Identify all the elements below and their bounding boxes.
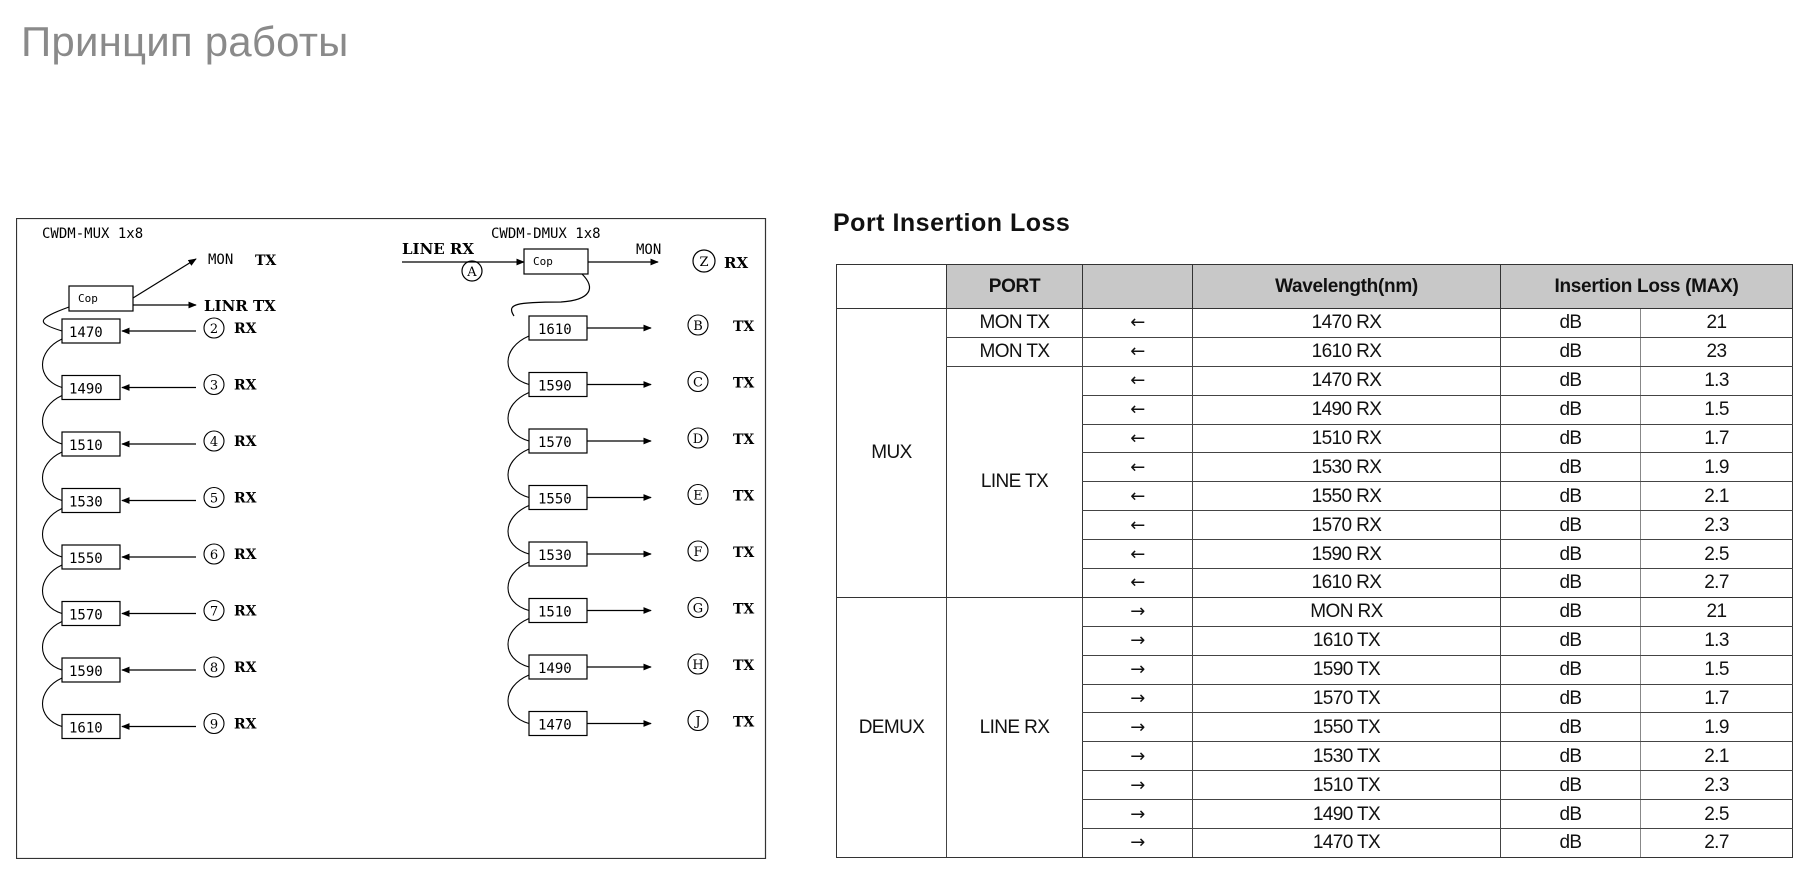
dmux-channel-wavelength: 1550 — [538, 491, 572, 508]
mux-port-number: 5 — [209, 491, 219, 507]
wavelength-cell: 1610 RX — [1193, 569, 1501, 598]
dmux-port-tx-label: TX — [733, 545, 755, 561]
dmux-port-tx-label: TX — [733, 375, 755, 392]
loss-value-cell: 1.7 — [1641, 424, 1793, 453]
unit-cell: dB — [1501, 482, 1641, 511]
unit-cell: dB — [1501, 395, 1641, 424]
dmux-channel-wavelength: 1530 — [538, 548, 572, 564]
direction-arrow-left-icon: ← — [1083, 395, 1193, 424]
loss-value-cell: 2.5 — [1641, 540, 1793, 569]
wavelength-cell: 1530 TX — [1193, 742, 1501, 771]
dmux-channel-wavelength: 1610 — [538, 322, 572, 338]
dmux-port-a-label: A — [467, 265, 477, 280]
dmux-mon-label: MON — [636, 242, 662, 258]
mux-channel-wavelength: 1610 — [69, 720, 103, 737]
dmux-mon-rx-label: RX — [724, 254, 749, 272]
header-wavelength: Wavelength(nm) — [1193, 265, 1501, 309]
wavelength-cell: 1590 TX — [1193, 655, 1501, 684]
loss-value-cell: 2.7 — [1641, 569, 1793, 598]
loss-value-cell: 2.3 — [1641, 511, 1793, 540]
unit-cell: dB — [1501, 742, 1641, 771]
wavelength-cell: 1470 RX — [1193, 309, 1501, 338]
mux-channel-wavelength: 1570 — [69, 607, 103, 624]
direction-arrow-right-icon: → — [1083, 829, 1193, 858]
loss-value-cell: 1.5 — [1641, 395, 1793, 424]
port-cell: MON TX — [947, 337, 1083, 366]
unit-cell: dB — [1501, 655, 1641, 684]
dmux-port-letter: G — [692, 601, 704, 617]
wavelength-cell: 1470 TX — [1193, 829, 1501, 858]
mux-port-rx-label: RX — [234, 716, 257, 733]
port-line-rx-cell: LINE RX — [947, 597, 1083, 857]
loss-value-cell: 1.9 — [1641, 453, 1793, 482]
unit-cell: dB — [1501, 569, 1641, 598]
insertion-loss-table — [836, 264, 1793, 858]
mux-coupler-label: Cop — [78, 292, 98, 305]
dmux-port-tx-label: TX — [733, 601, 755, 618]
wavelength-cell: 1550 TX — [1193, 713, 1501, 742]
loss-value-cell: 2.1 — [1641, 742, 1793, 771]
direction-arrow-left-icon: ← — [1083, 337, 1193, 366]
table-row — [837, 337, 1793, 366]
dmux-title: CWDM-DMUX 1x8 — [491, 226, 601, 242]
loss-value-cell: 1.9 — [1641, 713, 1793, 742]
direction-arrow-left-icon: ← — [1083, 309, 1193, 338]
loss-value-cell: 1.3 — [1641, 366, 1793, 395]
unit-cell: dB — [1501, 771, 1641, 800]
wavelength-cell: MON RX — [1193, 597, 1501, 626]
dmux-port-letter: J — [695, 714, 701, 730]
wavelength-cell: 1490 TX — [1193, 800, 1501, 829]
loss-value-cell: 2.3 — [1641, 771, 1793, 800]
dmux-port-tx-label: TX — [733, 432, 755, 448]
dmux-port-tx-label: TX — [733, 658, 755, 674]
direction-arrow-left-icon: ← — [1083, 540, 1193, 569]
loss-value-cell: 2.7 — [1641, 829, 1793, 858]
mux-mon-tx-label: TX — [255, 253, 277, 269]
loss-value-cell: 23 — [1641, 337, 1793, 366]
loss-value-cell: 1.7 — [1641, 684, 1793, 713]
mux-channel-wavelength: 1590 — [69, 664, 103, 680]
port-cell: MON TX — [947, 309, 1083, 338]
dmux-channel-wavelength: 1590 — [538, 378, 572, 395]
mux-port-rx-label: RX — [234, 321, 257, 337]
table-row — [837, 597, 1793, 626]
unit-cell: dB — [1501, 366, 1641, 395]
unit-cell: dB — [1501, 309, 1641, 338]
direction-arrow-left-icon: ← — [1083, 424, 1193, 453]
header-empty-cell — [837, 265, 947, 309]
mux-port-rx-label: RX — [234, 660, 257, 676]
direction-arrow-right-icon: → — [1083, 713, 1193, 742]
direction-arrow-left-icon: ← — [1083, 511, 1193, 540]
table-row — [837, 366, 1793, 395]
mux-mon-label: MON — [208, 252, 234, 268]
table-heading: Port Insertion Loss — [833, 209, 1071, 237]
unit-cell: dB — [1501, 453, 1641, 482]
wavelength-cell: 1550 RX — [1193, 482, 1501, 511]
dmux-coupler-label: Cop — [533, 255, 553, 268]
loss-value-cell: 21 — [1641, 597, 1793, 626]
unit-cell: dB — [1501, 337, 1641, 366]
header-insertion-loss: Insertion Loss (MAX) — [1501, 265, 1793, 309]
dmux-channel-wavelength: 1570 — [538, 435, 572, 451]
dmux-port-z-label: Z — [699, 255, 709, 270]
direction-arrow-right-icon: → — [1083, 655, 1193, 684]
header-port: PORT — [947, 265, 1083, 309]
mux-channel-wavelength: 1510 — [69, 438, 103, 454]
mux-channel-wavelength: 1530 — [69, 494, 103, 511]
mux-port-number: 6 — [209, 548, 219, 563]
header-direction — [1083, 265, 1193, 309]
page-title: Принцип работы — [21, 18, 349, 65]
dmux-port-letter: B — [693, 319, 703, 334]
loss-value-cell: 2.1 — [1641, 482, 1793, 511]
mux-channel-wavelength: 1490 — [69, 381, 103, 398]
dmux-line-rx-label: LINE RX — [402, 240, 475, 258]
dmux-port-tx-label: TX — [733, 488, 755, 505]
dmux-channel-wavelength: 1510 — [538, 604, 572, 621]
mux-port-number: 9 — [209, 717, 219, 733]
loss-value-cell: 21 — [1641, 309, 1793, 338]
diagram-frame — [17, 219, 766, 859]
mux-port-rx-label: RX — [234, 603, 257, 620]
dmux-port-tx-label: TX — [733, 714, 755, 731]
dmux-port-letter: C — [693, 375, 703, 391]
unit-cell: dB — [1501, 540, 1641, 569]
dmux-channel-wavelength: 1490 — [538, 661, 572, 677]
mux-channel-wavelength: 1550 — [69, 551, 103, 567]
direction-arrow-left-icon: ← — [1083, 366, 1193, 395]
loss-value-cell: 1.5 — [1641, 655, 1793, 684]
mux-title: CWDM-MUX 1x8 — [42, 226, 144, 242]
loss-value-cell: 1.3 — [1641, 626, 1793, 655]
mux-port-rx-label: RX — [234, 377, 257, 394]
direction-arrow-left-icon: ← — [1083, 569, 1193, 598]
unit-cell: dB — [1501, 800, 1641, 829]
direction-arrow-right-icon: → — [1083, 771, 1193, 800]
port-line-tx-cell: LINE TX — [947, 366, 1083, 597]
mux-port-number: 7 — [209, 604, 219, 620]
dmux-channel-wavelength: 1470 — [538, 717, 572, 734]
table-row — [837, 309, 1793, 338]
direction-arrow-right-icon: → — [1083, 742, 1193, 771]
wavelength-cell: 1610 RX — [1193, 337, 1501, 366]
direction-arrow-right-icon: → — [1083, 684, 1193, 713]
loss-value-cell: 2.5 — [1641, 800, 1793, 829]
wavelength-cell: 1610 TX — [1193, 626, 1501, 655]
mux-linr-tx-label: LINR TX — [204, 297, 276, 315]
direction-arrow-left-icon: ← — [1083, 482, 1193, 511]
wavelength-cell: 1510 RX — [1193, 424, 1501, 453]
wavelength-cell: 1570 RX — [1193, 511, 1501, 540]
mux-port-number: 2 — [209, 322, 219, 337]
unit-cell: dB — [1501, 829, 1641, 858]
dmux-port-letter: D — [692, 432, 704, 447]
group-mux-cell: MUX — [837, 309, 947, 598]
wavelength-cell: 1490 RX — [1193, 395, 1501, 424]
dmux-port-letter: E — [693, 488, 703, 504]
direction-arrow-left-icon: ← — [1083, 453, 1193, 482]
wavelength-cell: 1590 RX — [1193, 540, 1501, 569]
wavelength-cell: 1470 RX — [1193, 366, 1501, 395]
mux-port-number: 4 — [209, 435, 219, 450]
direction-arrow-right-icon: → — [1083, 800, 1193, 829]
mux-port-rx-label: RX — [234, 547, 257, 563]
mux-port-rx-label: RX — [234, 434, 257, 450]
unit-cell: dB — [1501, 424, 1641, 453]
table-header-row — [837, 265, 1793, 309]
dmux-port-tx-label: TX — [733, 319, 755, 335]
unit-cell: dB — [1501, 713, 1641, 742]
group-demux-cell: DEMUX — [837, 597, 947, 857]
cwdm-diagram — [16, 218, 767, 859]
mux-channel-wavelength: 1470 — [69, 325, 103, 341]
unit-cell: dB — [1501, 684, 1641, 713]
mux-port-rx-label: RX — [234, 490, 257, 507]
mux-port-number: 3 — [209, 378, 219, 394]
mux-port-number: 8 — [209, 661, 219, 676]
dmux-port-letter: H — [692, 658, 704, 673]
direction-arrow-right-icon: → — [1083, 597, 1193, 626]
unit-cell: dB — [1501, 597, 1641, 626]
unit-cell: dB — [1501, 626, 1641, 655]
unit-cell: dB — [1501, 511, 1641, 540]
dmux-port-letter: F — [693, 545, 703, 560]
wavelength-cell: 1530 RX — [1193, 453, 1501, 482]
wavelength-cell: 1510 TX — [1193, 771, 1501, 800]
direction-arrow-right-icon: → — [1083, 626, 1193, 655]
wavelength-cell: 1570 TX — [1193, 684, 1501, 713]
